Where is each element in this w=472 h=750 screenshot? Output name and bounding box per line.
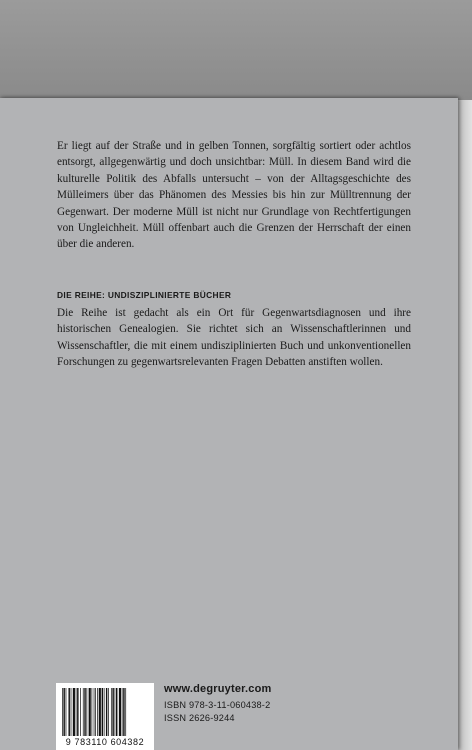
background-top [0, 0, 472, 100]
publisher-info [164, 683, 272, 725]
isbn-barcode [56, 683, 154, 750]
barcode-digits: 9 783110 604382 [65, 737, 145, 747]
series-heading: DIE REIHE: UNDISZIPLINIERTE BÜCHER [57, 290, 232, 300]
isbn-number: ISBN 978-3-11-060438-2 [164, 700, 271, 710]
blurb-paragraph: Er liegt auf der Straße und in gelben Tonnen, sorgfältig sortiert oder achtlos entsorgt, allgegenwärtig und doch unsichtbar: Müll. In diesem Band wird die kulturelle Politik des Abfalls untersucht – von der Alltagsgeschichte des Mülleimers über das Phänomen des Messies bis hin zur Mülltrennung der Gegenwart. Der moderne Müll ist nicht nur Grundlage von Rechtfertigungen von Ungleichheit. Müll offenbart auch die Grenzen der Herrschaft der einen über die anderen. [57, 140, 411, 251]
publisher-website: www.degruyter.com [164, 683, 272, 695]
background-right [456, 100, 472, 750]
barcode-bars [61, 688, 149, 736]
series-description: Die Reihe ist gedacht als ein Ort für Gegenwartsdiagnosen und ihre historischen Genealogien. Sie richtet sich an Wissenschaftlerinnen und Wissenschaftler, die mit einem undisziplinierten Buch und unkonventionellen Forschungen zu gegenwartsrelevanten Fragen Debatten anstiften wollen. [57, 307, 411, 369]
issn-number: ISSN 2626-9244 [164, 713, 235, 723]
